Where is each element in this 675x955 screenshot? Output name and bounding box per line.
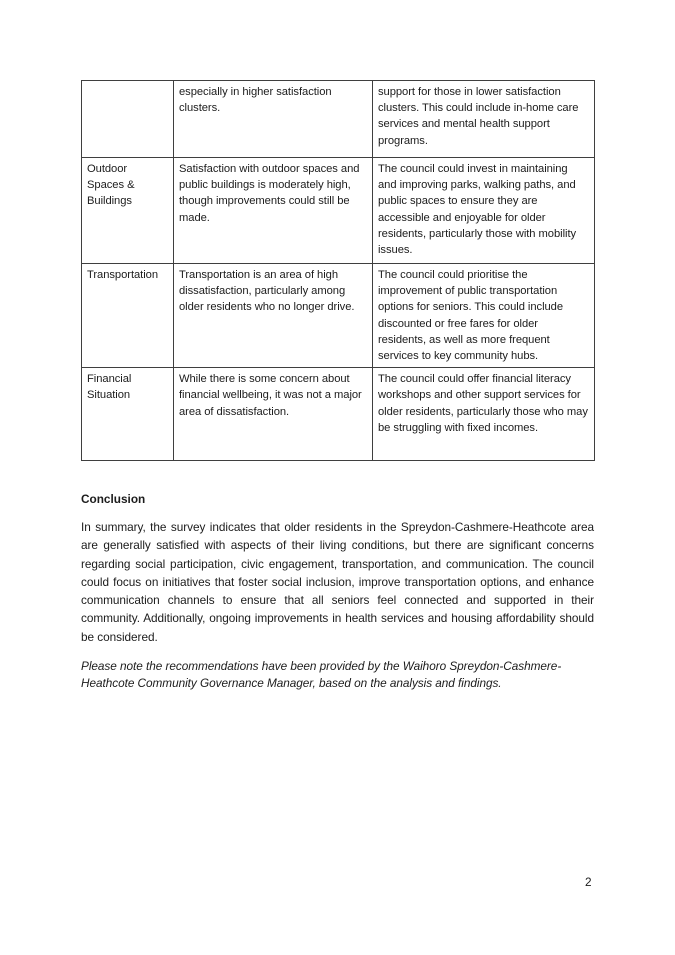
conclusion-heading: Conclusion	[81, 492, 146, 506]
cell-finding: Transportation is an area of high dissatisfaction, particularly among older residents who no longer drive.	[174, 264, 373, 368]
cell-recommendation: The council could prioritise the improvement of public transportation options for seniors. This could include discounted or free fares for older residents, as well as more frequent services to key community hubs.	[373, 264, 595, 368]
page-number: 2	[585, 875, 592, 889]
cell-finding: especially in higher satisfaction clusters.	[174, 81, 373, 158]
cell-topic: Financial Situation	[82, 368, 174, 461]
table-row-continuation	[82, 81, 595, 158]
conclusion-section	[81, 492, 594, 692]
conclusion-paragraph: In summary, the survey indicates that older residents in the Spreydon-Cashmere-Heathcote area are generally satisfied with aspects of their living conditions, but there are significant concerns regarding social participation, civic engagement, transportation, and communication. The council could focus on initiatives that foster social inclusion, improve transportation options, and enhance communication channels to ensure that all seniors feel connected and supported in their community. Additionally, ongoing improvements in health services and housing affordability should be considered.	[81, 520, 594, 644]
cell-recommendation: The council could offer financial literacy workshops and other support services for older residents, particularly those who may be struggling with fixed incomes.	[373, 368, 595, 461]
cell-recommendation: The council could invest in maintaining and improving parks, walking paths, and public spaces to ensure they are accessible and enjoyable for older residents, particularly those with mobility issues.	[373, 158, 595, 264]
governance-manager-note: Please note the recommendations have been provided by the Waihoro Spreydon-Cashmere-Heathcote Community Governance Manager, based on the analysis and findings.	[81, 659, 562, 691]
cell-finding: While there is some concern about financial wellbeing, it was not a major area of dissatisfaction.	[174, 368, 373, 461]
cell-topic: Outdoor Spaces & Buildings	[82, 158, 174, 264]
table-row-transportation	[82, 264, 595, 368]
cell-topic	[82, 81, 174, 158]
recommendations-table	[81, 80, 595, 461]
table-row-financial-situation	[82, 368, 595, 461]
table-row-outdoor-spaces	[82, 158, 595, 264]
cell-recommendation: support for those in lower satisfaction clusters. This could include in-home care services and mental health support programs.	[373, 81, 595, 158]
cell-finding: Satisfaction with outdoor spaces and public buildings is moderately high, though improvements could still be made.	[174, 158, 373, 264]
cell-topic: Transportation	[82, 264, 174, 368]
